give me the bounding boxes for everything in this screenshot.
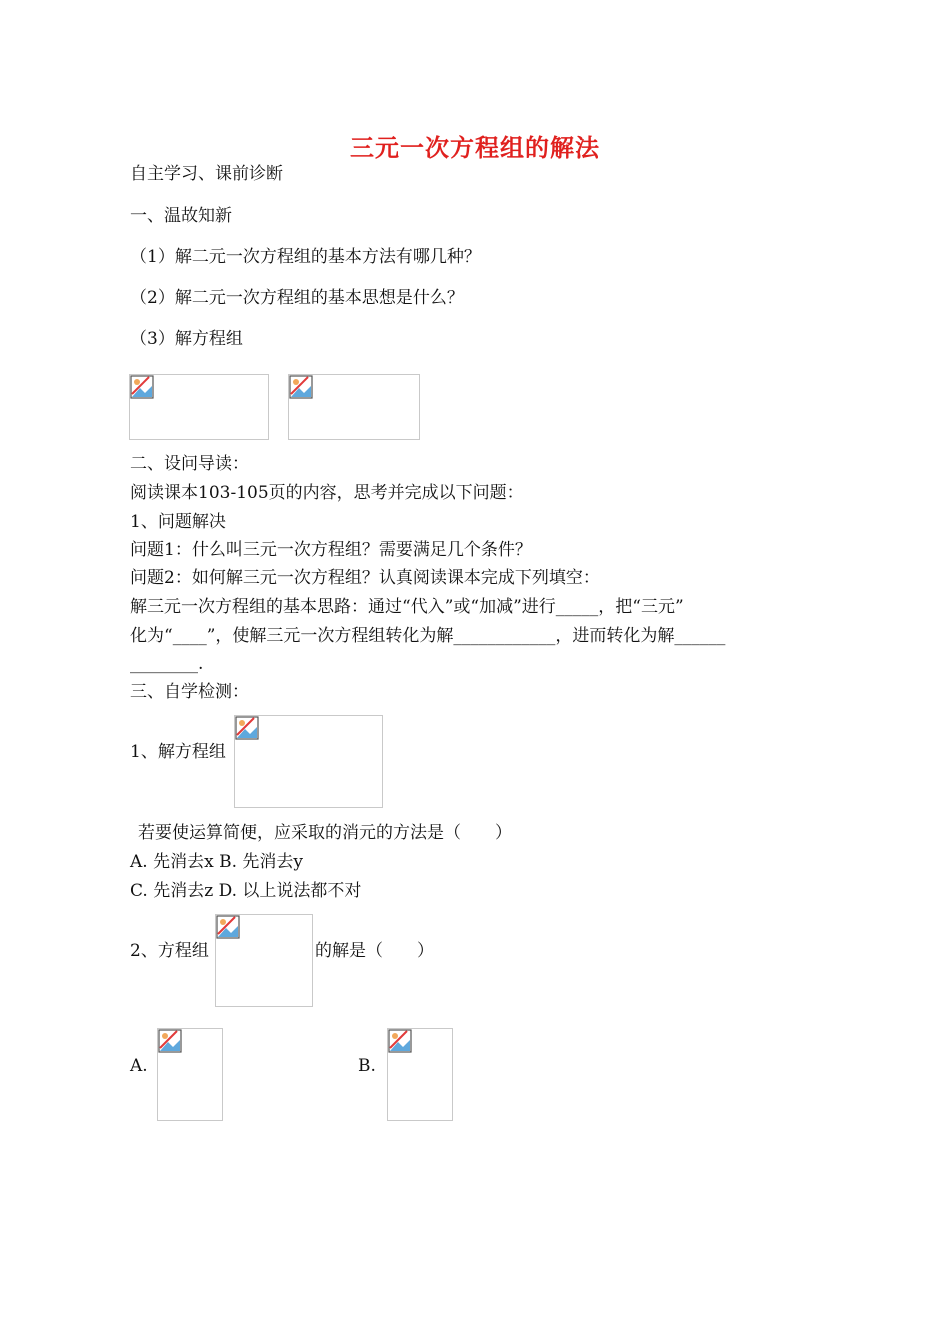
exercise-1-question: 若要使运算简便，应采取的消元的方法是（ ） bbox=[138, 823, 512, 843]
exercise-2-label: 2、方程组 bbox=[130, 941, 209, 961]
broken-image-icon bbox=[216, 915, 240, 939]
fill-in-blank-line-3: ________. bbox=[130, 654, 204, 674]
broken-image-icon bbox=[289, 375, 313, 399]
broken-image-icon bbox=[130, 375, 154, 399]
problem-1: 问题1：什么叫三元一次方程组？需要满足几个条件？ bbox=[130, 540, 532, 560]
broken-image-icon bbox=[388, 1029, 412, 1053]
option-a-label: A. bbox=[130, 1056, 148, 1076]
question-3: （3）解方程组 bbox=[130, 329, 243, 349]
exercise-2-question: 的解是（ ） bbox=[315, 941, 434, 961]
section-heading-self-check: 三、自学检测： bbox=[130, 682, 249, 702]
fill-in-blank-line-2: 化为“____”，使解三元一次方程组转化为解____________，进而转化为解______ bbox=[130, 626, 726, 646]
fill-in-blank-line-1: 解三元一次方程组的基本思路：通过“代入”或“加减”进行_____，把“三元” bbox=[130, 597, 684, 617]
section-heading-self-study: 自主学习、课前诊断 bbox=[130, 164, 283, 184]
section-heading-guided-reading: 二、设问导读： bbox=[130, 454, 249, 474]
section-heading-review: 一、温故知新 bbox=[130, 206, 232, 226]
problem-2: 问题2：如何解三元一次方程组？认真阅读课本完成下列填空： bbox=[130, 568, 600, 588]
exercise-1-label: 1、解方程组 bbox=[130, 742, 226, 762]
option-b-label: B. bbox=[358, 1056, 376, 1076]
question-1: （1）解二元一次方程组的基本方法有哪几种？ bbox=[130, 247, 481, 267]
broken-image-equation-1 bbox=[129, 374, 269, 440]
question-2: （2）解二元一次方程组的基本思想是什么？ bbox=[130, 288, 464, 308]
broken-image-option-b bbox=[387, 1028, 453, 1121]
subsection-problem-solving: 1、问题解决 bbox=[130, 512, 226, 532]
reading-instruction: 阅读课本103-105页的内容，思考并完成以下问题： bbox=[130, 483, 524, 503]
exercise-1-options-cd: C. 先消去z D. 以上说法都不对 bbox=[130, 881, 362, 901]
broken-image-equation-2 bbox=[288, 374, 420, 440]
document-title: 三元一次方程组的解法 bbox=[350, 133, 600, 162]
broken-image-icon bbox=[235, 716, 259, 740]
broken-image-exercise-2-system bbox=[215, 914, 313, 1007]
broken-image-exercise-1-system bbox=[234, 715, 383, 808]
broken-image-option-a bbox=[157, 1028, 223, 1121]
exercise-1-options-ab: A. 先消去x B. 先消去y bbox=[130, 852, 303, 872]
broken-image-icon bbox=[158, 1029, 182, 1053]
